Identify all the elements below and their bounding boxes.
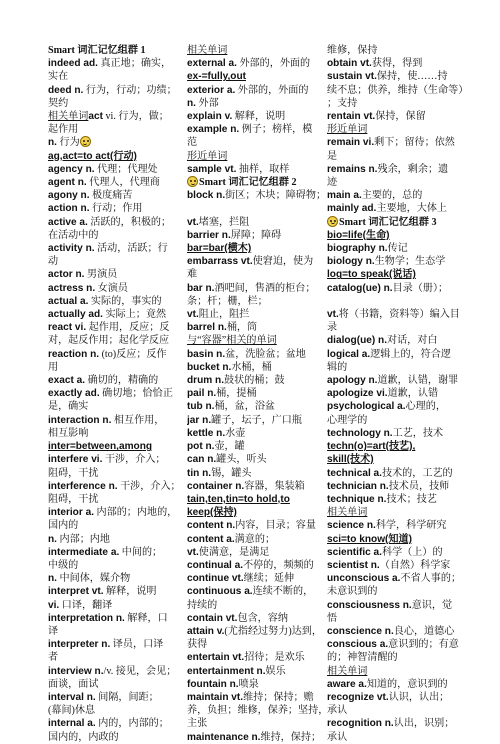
entry-line: barrier n.屏障；障碍 [187, 229, 282, 241]
entry-line: n. 外部 [187, 97, 219, 109]
entry-line: biology n.生物学；生态学 [327, 256, 446, 268]
entry-line: activity n. 活动，活跃；行 [48, 243, 168, 255]
entry-line: interaction n. 相互作用， [48, 414, 165, 426]
entry-line: n. 中间体，媒介物 [48, 573, 131, 585]
entry-line: entertainment n.娱乐 [187, 665, 286, 677]
entry-line: actress n. 女演员 [48, 282, 128, 294]
entry-line: 起作用 [48, 124, 79, 136]
entry-line: exterior a. 外部的，外面的 [187, 84, 309, 96]
entry-line: active a. 活跃的，积极的； [48, 216, 172, 228]
entry-line: science n.科学，科学研究 [327, 520, 447, 532]
entry-line: vt.将（书籍，资料等）编入目 [327, 309, 460, 321]
entry-line: interpreter n. 译员，口译 [48, 639, 164, 651]
entry-line: 契约 [48, 97, 69, 109]
entry-line: basin n.盆，洗脸盆；盆地 [187, 348, 306, 360]
entry-line: continuous a.连续不断的， [187, 586, 314, 598]
root-line: inter=between,among [48, 441, 153, 453]
entry-line: consciousness n.意识，觉 [327, 599, 453, 611]
entry-line: content n.内容，目录；容量 [187, 520, 316, 532]
entry-line: bar n.酒吧间，售酒的柜台； [187, 282, 316, 294]
entry-line: actual a. 实际的，事实的 [48, 295, 162, 307]
entry-line: block n.街区；木块；障碍物； [187, 190, 327, 202]
entry-line: 心理学的 [327, 414, 368, 426]
entry-line: 维修，保持 [327, 45, 378, 56]
entry-line: conscience n.良心，道德心 [327, 625, 455, 637]
entry-line: 持续的 [187, 599, 218, 611]
entry-line: explain v. 解释，说明 [187, 111, 286, 123]
entry-line: action n. 行动；作用 [48, 203, 143, 215]
column-middle [187, 44, 335, 744]
entry-line: n. 内部；内地 [48, 533, 110, 545]
entry-line: 养，负担；维修，保养；坚持， [187, 705, 329, 717]
entry-line: pot n.壶，罐 [187, 441, 245, 453]
entry-line: aware a.知道的，意识到的 [327, 678, 448, 690]
root-line: bar=bar(横木) [187, 243, 252, 255]
entry-line: embarrass vt.使窘迫，使为 [187, 256, 314, 268]
root-line: sci=to know(知道) [327, 533, 412, 545]
root-line: tain,ten,tin=to hold,to [187, 493, 290, 505]
entry-line: interview n./v. 接见，会见； [48, 665, 177, 677]
entry-line: vt.使满意，是满足 [187, 546, 270, 558]
entry-text: Smart 词汇记忆组群 2 [199, 177, 297, 189]
entry-line: jar n.罐子，坛子，广口瓶 [187, 414, 302, 426]
entry-line: agency n. 代理；代理处 [48, 163, 158, 175]
entry-line: 范 [187, 137, 198, 149]
entry-line: 实在 [48, 71, 69, 83]
smiley-icon [327, 216, 338, 227]
entry-line: 是 [327, 150, 338, 162]
entry-line: main a.主要的，总的 [327, 190, 423, 202]
entry-line: remains n.残余，剩余；遗 [327, 163, 449, 175]
entry-line: technology n.工艺，技术 [327, 427, 444, 439]
entry-line: exactly ad. 确切地；恰恰正 [48, 388, 173, 400]
entry-line: technical a.技术的，工艺的 [327, 467, 453, 479]
root-line: log=to speak(说话) [327, 269, 416, 281]
group-title: Smart 词汇记忆组群 1 [48, 45, 146, 56]
entry-line [327, 216, 477, 229]
entry-line: agent n. 代理人，代理商 [48, 177, 160, 189]
entry-line: 未意识到的 [327, 586, 378, 598]
entry-line: 续不息；供养，维持（生命等） [327, 84, 469, 96]
root-line: bio=life(生命) [327, 229, 390, 241]
entry-line: tin n.锡，罐头 [187, 467, 252, 479]
entry-line: 相互影响 [48, 427, 89, 439]
entry-line: interval n. 间隔，间距； [48, 691, 159, 703]
entry-line: 是，确实 [48, 401, 89, 413]
entry-line: vi. 口译，翻译 [48, 599, 113, 611]
entry-line: technician n.技术员，技师 [327, 480, 450, 492]
root-line: ag,act=to act(行动) [48, 150, 137, 162]
section-heading: 形近单词 [187, 150, 228, 162]
entry-line: fountain n.喷泉 [187, 678, 259, 690]
entry-line [327, 295, 477, 308]
entry-line: maintain vt.维持；保持；赡 [187, 691, 314, 703]
entry-line: ；支持 [327, 97, 358, 109]
entry-line: actually ad. 实际上；竟然 [48, 309, 167, 321]
entry-line: 阻碍，干扰 [48, 467, 99, 479]
entry-line: technique n.技术；技艺 [327, 493, 437, 505]
entry-line: drum n.鼓状的桶；鼓 [187, 375, 285, 387]
entry-text: n. 行为 [48, 137, 80, 149]
entry-line: can n.罐头，听头 [187, 454, 267, 466]
entry-line: 的；神智清醒的 [327, 652, 398, 664]
entry-line: vt.堵塞，拦阻 [187, 216, 250, 228]
entry-line: recognition n.认出，识别； [327, 718, 455, 730]
entry-line: 获得 [187, 639, 208, 651]
entry-line: biography n.传记 [327, 243, 408, 255]
section-heading: 相关单词 [327, 507, 368, 519]
entry-line: 面谈，面试 [48, 678, 99, 690]
entry-line: recognize vt.认识，认出； [327, 691, 450, 703]
entry-line: 承认 [327, 705, 348, 717]
section-heading: 相关单词 [327, 665, 368, 677]
section-heading: 与“容器”相关的单词 [187, 335, 277, 347]
entry-line: agony n. 极度痛苦 [48, 190, 133, 202]
entry-line: psychological a.心理的， [327, 401, 446, 413]
entry-line: scientific a.科学（上）的 [327, 546, 443, 558]
entry-line: container n.容器，集装箱 [187, 480, 305, 492]
entry-line: exact a. 确切的，精确的 [48, 375, 159, 387]
entry-line: interpretation n. 解释，口 [48, 612, 168, 624]
entry-line: (幕间)休息 [48, 705, 96, 717]
smiley-icon [187, 176, 198, 187]
column-right [327, 44, 477, 744]
entry-line: unconscious a.不省人事的； [327, 573, 462, 585]
entry-line: internal a. 内的，内部的； [48, 718, 169, 730]
entry-line: 用 [48, 361, 59, 373]
entry-line: interpret vt. 解释，说明 [48, 586, 157, 598]
entry-line: 条；杆；栅，栏； [187, 295, 268, 307]
entry-line: kettle n.水壶 [187, 427, 246, 439]
entry-line: 录 [327, 322, 338, 334]
root-line: skill(技术) [327, 454, 374, 466]
entry-line [187, 176, 335, 189]
root-line: keep(保持) [187, 507, 237, 519]
entry-line: apologize vi.道歉，认错 [327, 388, 439, 400]
entry-line: 动 [48, 256, 59, 268]
entry-line: mainly ad.主要地，大体上 [327, 203, 448, 215]
entry-line: apology n.道歉，认错，谢罪 [327, 375, 459, 387]
entry-line: maintenance n.维持，保持； [187, 731, 322, 743]
entry-line: 相关单词act vi. 行为，做； [48, 111, 169, 123]
entry-line: continual a.不停的，频频的 [187, 559, 314, 571]
entry-line: 辑的 [327, 361, 348, 373]
entry-line: 中级的 [48, 559, 79, 571]
entry-line: bucket n.水桶，桶 [187, 361, 272, 373]
entry-line [187, 202, 335, 215]
entry-line: obtain vt.获得，得到 [327, 58, 423, 70]
entry-line: sample vt. 抽样，取样 [187, 163, 290, 175]
entry-line [48, 136, 196, 149]
entry-line: logical a.逻辑上的，符合逻 [327, 348, 451, 360]
entry-line: 国内的，内政的 [48, 731, 119, 743]
smiley-icon [80, 136, 91, 147]
section-heading: 相关单词 [187, 45, 228, 56]
entry-line: 迹 [327, 177, 338, 189]
entry-line: content a.满意的； [187, 533, 276, 545]
section-heading: 形近单词 [327, 124, 368, 136]
entry-line: remain vi.剩下；留待；依然 [327, 137, 455, 149]
root-line: techn(o)=art(技艺), [327, 441, 416, 453]
entry-line: vt.阻止，阻拦 [187, 309, 250, 321]
column-left [48, 44, 196, 744]
entry-text: Smart 词汇记忆组群 3 [339, 216, 437, 228]
entry-line: indeed ad. 真正地；确实， [48, 58, 172, 70]
entry-line: barrel n.桶，筒 [187, 322, 258, 334]
entry-line: deed n. 行为，行动；功绩； [48, 84, 177, 96]
entry-line: react vi. 起作用，反应；反 [48, 322, 170, 334]
entry-line: scientist n.（自然）科学家 [327, 559, 451, 571]
entry-line: 主张 [187, 718, 208, 730]
entry-line: dialog(ue) n.对话，对白 [327, 335, 438, 347]
entry-line: 承认 [327, 731, 348, 743]
entry-line: 悟 [327, 612, 338, 624]
entry-line: reaction n. (to)反应；反作 [48, 348, 167, 360]
entry-line: interior a. 内部的；内地的， [48, 507, 178, 519]
root-line: ex-=fully,out [187, 71, 246, 83]
entry-line: 难 [187, 269, 198, 281]
entry-line: interference n. 干涉，介入； [48, 480, 181, 492]
entry-line: actor n. 男演员 [48, 269, 118, 281]
entry-line: catalog(ue) n.目录（册）； [327, 282, 449, 294]
entry-line: 在活动中的 [48, 229, 99, 241]
entry-line: rentain vt.保持，保留 [327, 111, 426, 123]
entry-line: continue vt.继续；延伸 [187, 573, 295, 585]
entry-line: entertain vt.招待；是欢乐 [187, 652, 305, 664]
entry-line: tub n.桶，盆，浴盆 [187, 401, 276, 413]
entry-line: attain v.(尤指经过努力)达到， [187, 625, 322, 637]
entry-line: interfere vi. 干涉，介入； [48, 454, 166, 466]
entry-line: intermediate a. 中间的； [48, 546, 163, 558]
entry-line: 译 [48, 625, 59, 637]
entry-line: conscious a.意识到的；有意 [327, 639, 459, 651]
entry-line: 者 [48, 652, 59, 664]
entry-line: example n. 例子；榜样，模 [187, 124, 313, 136]
entry-line: 阻碍，干扰 [48, 493, 99, 505]
entry-line: 对，起反作用；起化学反应 [48, 335, 170, 347]
entry-line: 国内的 [48, 520, 79, 532]
entry-line: pail n.桶，提桶 [187, 388, 257, 400]
entry-line: external a. 外部的，外面的 [187, 58, 311, 70]
entry-line: contain vt.包含，容纳 [187, 612, 288, 624]
entry-line: sustain vt.保持，使……持 [327, 71, 448, 83]
